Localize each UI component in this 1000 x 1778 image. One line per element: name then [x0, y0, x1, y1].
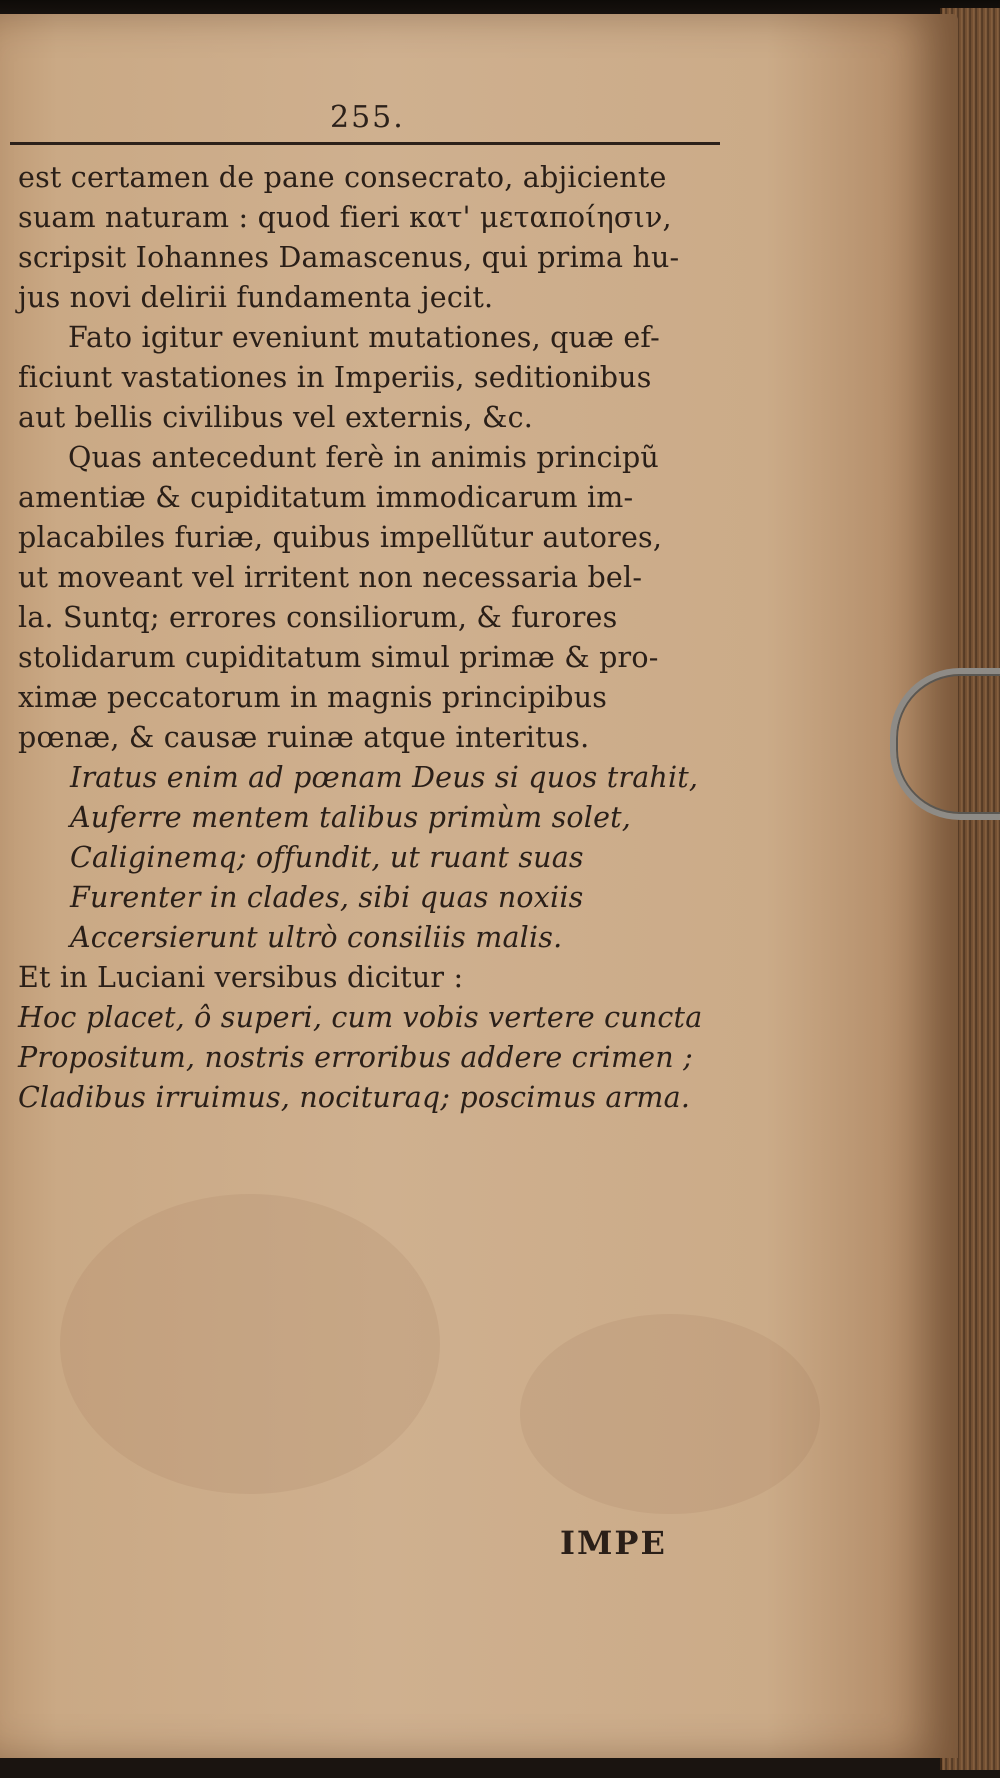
- text-line: suam naturam : quod fieri κατ' μεταποίησιν,: [18, 201, 672, 234]
- page-number: 255.: [330, 100, 405, 135]
- text-line: ficiunt vastationes in Imperiis, seditionibus: [18, 361, 652, 394]
- text-line: scripsit Iohannes Damascenus, qui prima hu-: [18, 241, 680, 274]
- text-line: Propositum, nostris erroribus addere crimen ;: [18, 1041, 693, 1074]
- text-line: Fato igitur eveniunt mutationes, quæ ef-: [68, 321, 660, 354]
- body-text: [18, 158, 738, 1118]
- text-line: Caliginemq; offundit, ut ruant suas: [70, 841, 584, 874]
- text-line: est certamen de pane consecrato, abjiciente: [18, 161, 667, 194]
- text-line: stolidarum cupiditatum simul primæ & pro-: [18, 641, 659, 674]
- text-line: la. Suntq; errores consiliorum, & furores: [18, 601, 618, 634]
- text-line: Hoc placet, ô superi, cum vobis vertere cuncta: [18, 1001, 703, 1034]
- page-header: [10, 100, 720, 150]
- text-line: Cladibus irruimus, nocituraq; poscimus arma.: [18, 1081, 691, 1114]
- text-line: pœnæ, & causæ ruinæ atque interitus.: [18, 721, 590, 754]
- text-line: Furenter in clades, sibi quas noxiis: [70, 881, 584, 914]
- text-line: Accersierunt ultrò consiliis malis.: [70, 921, 563, 954]
- text-line: Auferre mentem talibus primùm solet,: [70, 801, 632, 834]
- catchword: IMPE: [560, 1524, 667, 1562]
- text-line: placabiles furiæ, quibus impellũtur autores,: [18, 521, 663, 554]
- text-line: Iratus enim ad pœnam Deus si quos trahit,: [70, 761, 699, 794]
- text-line: Quas antecedunt ferè in animis principũ: [68, 441, 659, 474]
- header-rule: [10, 142, 720, 145]
- paper-stain: [520, 1314, 820, 1514]
- text-line: aut bellis civilibus vel externis, &c.: [18, 401, 534, 434]
- text-line: ximæ peccatorum in magnis principibus: [18, 681, 608, 714]
- text-line: amentiæ & cupiditatum immodicarum im-: [18, 481, 634, 514]
- text-line: jus novi delirii fundamenta jecit.: [18, 281, 494, 314]
- text-line: Et in Luciani versibus dicitur :: [18, 961, 464, 994]
- text-line: ut moveant vel irritent non necessaria bel-: [18, 561, 643, 594]
- paper-stain: [60, 1194, 440, 1494]
